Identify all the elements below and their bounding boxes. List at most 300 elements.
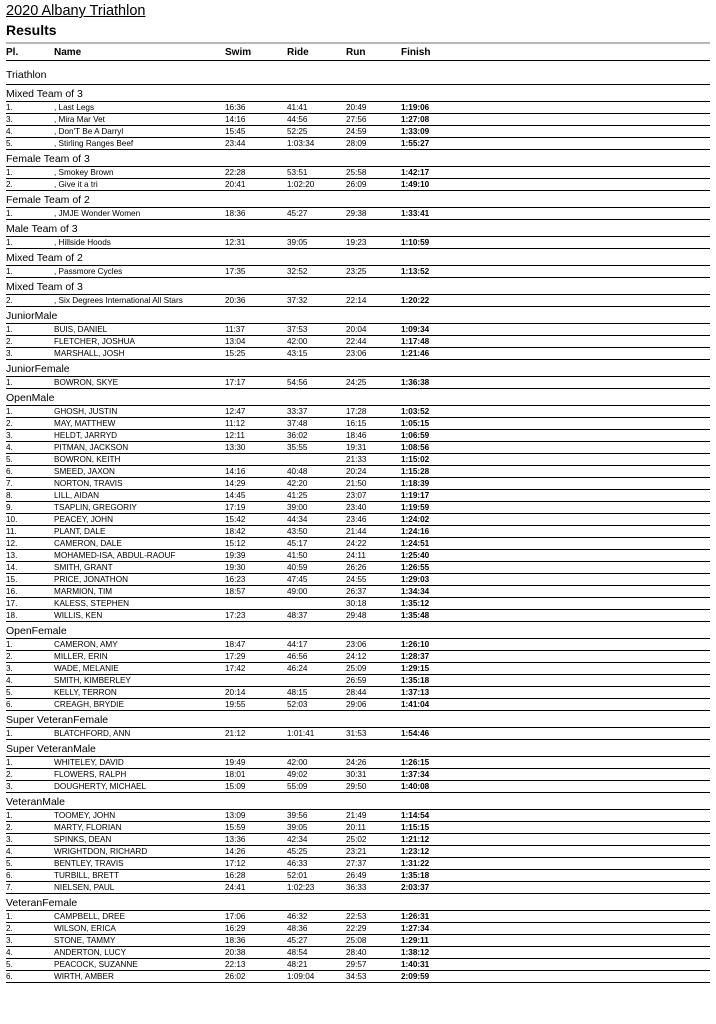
table-row xyxy=(6,138,710,150)
cell-finish: 1:18:39 xyxy=(401,479,430,488)
cell-swim: 15:09 xyxy=(225,782,246,791)
table-row xyxy=(6,466,710,478)
cell-swim: 17:29 xyxy=(225,652,246,661)
category-section xyxy=(6,252,710,278)
cell-name: MOHAMED-ISA, ABDUL-RAOUF xyxy=(54,551,176,560)
cell-swim: 23:44 xyxy=(225,139,246,148)
cell-ride: 37:48 xyxy=(287,419,308,428)
cell-name: CAMPBELL, DREE xyxy=(54,912,125,921)
cell-name: BOWRON, SKYE xyxy=(54,378,119,387)
cell-place: 2. xyxy=(6,652,13,661)
table-row xyxy=(6,757,710,769)
cell-ride: 46:56 xyxy=(287,652,308,661)
table-row xyxy=(6,882,710,894)
cell-name: MARMION, TIM xyxy=(54,587,113,596)
category-heading: VeteranMale xyxy=(6,796,65,808)
cell-run: 29:48 xyxy=(346,611,367,620)
cell-name: , Give it a tri xyxy=(54,180,98,189)
cell-place: 2. xyxy=(6,770,13,779)
cell-run: 23:40 xyxy=(346,503,367,512)
cell-place: 6. xyxy=(6,871,13,880)
table-row xyxy=(6,126,710,138)
cell-run: 23:07 xyxy=(346,491,367,500)
cell-run: 20:49 xyxy=(346,103,367,112)
cell-place: 1. xyxy=(6,729,13,738)
results-document xyxy=(6,0,710,983)
table-row xyxy=(6,324,710,336)
table-row xyxy=(6,935,710,947)
cell-ride: 41:41 xyxy=(287,103,308,112)
cell-name: SPINKS, DEAN xyxy=(54,835,112,844)
category-heading: Female Team of 3 xyxy=(6,153,90,165)
cell-ride: 49:02 xyxy=(287,770,308,779)
cell-swim: 15:42 xyxy=(225,515,246,524)
category-section xyxy=(6,88,710,150)
cell-swim: 14:16 xyxy=(225,467,246,476)
cell-name: NIELSEN, PAUL xyxy=(54,883,115,892)
cell-name: BENTLEY, TRAVIS xyxy=(54,859,124,868)
cell-swim: 20:14 xyxy=(225,688,246,697)
cell-swim: 18:36 xyxy=(225,209,246,218)
table-row xyxy=(6,858,710,870)
cell-run: 34:53 xyxy=(346,972,367,981)
cell-place: 3. xyxy=(6,835,13,844)
cell-run: 24:59 xyxy=(346,127,367,136)
cell-run: 26:49 xyxy=(346,871,367,880)
cell-place: 14. xyxy=(6,563,18,572)
cell-run: 29:38 xyxy=(346,209,367,218)
cell-finish: 1:09:34 xyxy=(401,325,430,334)
cell-finish: 1:35:18 xyxy=(401,676,430,685)
cell-finish: 1:15:28 xyxy=(401,467,430,476)
cell-place: 1. xyxy=(6,209,13,218)
cell-place: 2. xyxy=(6,296,13,305)
cell-swim: 14:29 xyxy=(225,479,246,488)
cell-finish: 1:15:15 xyxy=(401,823,430,832)
table-row xyxy=(6,102,710,114)
cell-name: MARTY, FLORIAN xyxy=(54,823,122,832)
cell-name: FLOWERS, RALPH xyxy=(54,770,127,779)
cell-place: 1. xyxy=(6,267,13,276)
cell-name: CAMERON, DALE xyxy=(54,539,122,548)
table-row xyxy=(6,663,710,675)
table-row xyxy=(6,167,710,179)
cell-run: 18:46 xyxy=(346,431,367,440)
cell-run: 30:31 xyxy=(346,770,367,779)
cell-run: 25:58 xyxy=(346,168,367,177)
cell-name: , Hillside Hoods xyxy=(54,238,111,247)
race-divider xyxy=(6,84,710,85)
cell-finish: 1:27:08 xyxy=(401,115,430,124)
cell-run: 25:09 xyxy=(346,664,367,673)
cell-place: 1. xyxy=(6,103,13,112)
table-row xyxy=(6,550,710,562)
table-row xyxy=(6,179,710,191)
cell-finish: 1:49:10 xyxy=(401,180,430,189)
cell-run: 20:11 xyxy=(346,823,366,832)
cell-finish: 1:15:02 xyxy=(401,455,430,464)
cell-swim: 16:29 xyxy=(225,924,246,933)
category-heading: Female Team of 2 xyxy=(6,194,90,206)
category-section xyxy=(6,281,710,307)
cell-name: LILL, AIDAN xyxy=(54,491,100,500)
cell-run: 22:44 xyxy=(346,337,367,346)
cell-name: KALESS, STEPHEN xyxy=(54,599,130,608)
table-row xyxy=(6,574,710,586)
table-row xyxy=(6,610,710,622)
cell-finish: 1:26:10 xyxy=(401,640,430,649)
table-row xyxy=(6,208,710,220)
cell-run: 30:18 xyxy=(346,599,367,608)
cell-finish: 1:33:41 xyxy=(401,209,430,218)
cell-place: 5. xyxy=(6,139,13,148)
cell-swim: 13:04 xyxy=(225,337,246,346)
table-row xyxy=(6,348,710,360)
cell-place: 1. xyxy=(6,912,13,921)
cell-run: 22:29 xyxy=(346,924,367,933)
cell-ride: 52:01 xyxy=(287,871,308,880)
cell-name: TSAPLIN, GREGORIY xyxy=(54,503,137,512)
cell-place: 6. xyxy=(6,467,13,476)
cell-name: WIRTH, AMBER xyxy=(54,972,114,981)
cell-name: TOOMEY, JOHN xyxy=(54,811,116,820)
cell-place: 1. xyxy=(6,168,13,177)
cell-name: WILSON, ERICA xyxy=(54,924,116,933)
cell-name: , Six Degrees International All Stars xyxy=(54,296,183,305)
cell-name: , Passmore Cycles xyxy=(54,267,123,276)
cell-ride: 44:56 xyxy=(287,115,308,124)
cell-swim: 15:59 xyxy=(225,823,246,832)
cell-finish: 1:36:38 xyxy=(401,378,430,387)
cell-finish: 1:27:34 xyxy=(401,924,430,933)
cell-name: , Stirling Ranges Beef xyxy=(54,139,134,148)
cell-place: 6. xyxy=(6,700,13,709)
table-row xyxy=(6,769,710,781)
cell-ride: 48:15 xyxy=(287,688,308,697)
cell-swim: 14:16 xyxy=(225,115,246,124)
cell-swim: 12:47 xyxy=(225,407,246,416)
cell-ride: 46:24 xyxy=(287,664,308,673)
cell-swim: 17:35 xyxy=(225,267,246,276)
cell-finish: 1:05:15 xyxy=(401,419,430,428)
cell-swim: 17:12 xyxy=(225,859,246,868)
cell-place: 1. xyxy=(6,758,13,767)
col-header-run: Run xyxy=(346,47,366,58)
cell-finish: 1:29:11 xyxy=(401,936,429,945)
cell-run: 24:22 xyxy=(346,539,367,548)
cell-ride: 37:32 xyxy=(287,296,308,305)
table-row xyxy=(6,728,710,740)
cell-run: 26:09 xyxy=(346,180,367,189)
category-heading: JuniorFemale xyxy=(6,363,70,375)
cell-run: 23:25 xyxy=(346,267,367,276)
cell-finish: 1:14:54 xyxy=(401,811,430,820)
cell-finish: 1:37:34 xyxy=(401,770,430,779)
cell-place: 5. xyxy=(6,960,13,969)
cell-finish: 1:42:17 xyxy=(401,168,430,177)
cell-name: , Smokey Brown xyxy=(54,168,114,177)
table-row xyxy=(6,675,710,687)
cell-ride: 52:25 xyxy=(287,127,308,136)
cell-run: 23:21 xyxy=(346,847,367,856)
category-section xyxy=(6,714,710,740)
cell-run: 25:08 xyxy=(346,936,367,945)
cell-run: 16:15 xyxy=(346,419,367,428)
cell-swim: 17:06 xyxy=(225,912,246,921)
cell-name: , JMJE Wonder Women xyxy=(54,209,141,218)
cell-finish: 1:17:48 xyxy=(401,337,430,346)
cell-finish: 1:03:52 xyxy=(401,407,430,416)
cell-place: 3. xyxy=(6,115,13,124)
column-header-row xyxy=(6,46,710,60)
cell-place: 4. xyxy=(6,676,13,685)
cell-finish: 1:31:22 xyxy=(401,859,430,868)
cell-finish: 1:55:27 xyxy=(401,139,430,148)
cell-finish: 1:29:03 xyxy=(401,575,430,584)
cell-run: 29:57 xyxy=(346,960,367,969)
cell-run: 19:23 xyxy=(346,238,367,247)
cell-place: 6. xyxy=(6,972,13,981)
title-divider xyxy=(6,42,710,44)
cell-place: 7. xyxy=(6,883,13,892)
cell-ride: 49:00 xyxy=(287,587,308,596)
cell-swim: 14:45 xyxy=(225,491,246,500)
cell-ride: 55:09 xyxy=(287,782,308,791)
cell-run: 21:49 xyxy=(346,811,367,820)
category-heading: Super VeteranFemale xyxy=(6,714,109,726)
cell-name: PEACOCK, SUZANNE xyxy=(54,960,138,969)
cell-place: 5. xyxy=(6,688,13,697)
cell-place: 4. xyxy=(6,443,13,452)
cell-finish: 1:40:31 xyxy=(401,960,430,969)
cell-run: 23:06 xyxy=(346,640,367,649)
cell-name: BLATCHFORD, ANN xyxy=(54,729,131,738)
cell-swim: 18:47 xyxy=(225,640,246,649)
cell-place: 13. xyxy=(6,551,18,560)
cell-run: 22:53 xyxy=(346,912,367,921)
category-heading: Male Team of 3 xyxy=(6,223,78,235)
cell-finish: 1:38:12 xyxy=(401,948,430,957)
cell-place: 1. xyxy=(6,407,13,416)
cell-swim: 26:02 xyxy=(225,972,246,981)
cell-ride: 48:36 xyxy=(287,924,308,933)
table-row xyxy=(6,699,710,711)
table-row xyxy=(6,781,710,793)
cell-ride: 36:02 xyxy=(287,431,308,440)
cell-swim: 18:36 xyxy=(225,936,246,945)
cell-run: 24:26 xyxy=(346,758,367,767)
category-section xyxy=(6,743,710,793)
cell-run: 28:09 xyxy=(346,139,367,148)
category-heading: Mixed Team of 3 xyxy=(6,281,83,293)
cell-run: 23:46 xyxy=(346,515,367,524)
cell-place: 2. xyxy=(6,337,13,346)
category-section xyxy=(6,625,710,711)
table-row xyxy=(6,810,710,822)
table-row xyxy=(6,971,710,983)
table-row xyxy=(6,538,710,550)
cell-swim: 20:38 xyxy=(225,948,246,957)
cell-ride: 54:56 xyxy=(287,378,308,387)
cell-place: 1. xyxy=(6,238,13,247)
cell-name: CAMERON, AMY xyxy=(54,640,118,649)
cell-ride: 52:03 xyxy=(287,700,308,709)
cell-name: DOUGHERTY, MICHAEL xyxy=(54,782,147,791)
cell-run: 24:55 xyxy=(346,575,367,584)
cell-finish: 2:03:37 xyxy=(401,883,430,892)
category-heading: Mixed Team of 2 xyxy=(6,252,83,264)
cell-ride: 42:34 xyxy=(287,835,308,844)
category-heading: VeteranFemale xyxy=(6,897,78,909)
cell-swim: 24:41 xyxy=(225,883,246,892)
cell-finish: 1:24:51 xyxy=(401,539,430,548)
cell-finish: 1:26:15 xyxy=(401,758,430,767)
cell-finish: 1:35:48 xyxy=(401,611,430,620)
cell-finish: 1:29:15 xyxy=(401,664,430,673)
cell-swim: 15:25 xyxy=(225,349,246,358)
table-row xyxy=(6,442,710,454)
cell-name: FLETCHER, JOSHUA xyxy=(54,337,135,346)
table-row xyxy=(6,237,710,249)
col-header-name: Name xyxy=(54,47,82,58)
cell-run: 21:33 xyxy=(346,455,367,464)
cell-run: 25:02 xyxy=(346,835,367,844)
cell-swim: 11:37 xyxy=(225,325,245,334)
cell-finish: 1:54:46 xyxy=(401,729,430,738)
cell-run: 23:06 xyxy=(346,349,367,358)
cell-place: 7. xyxy=(6,479,13,488)
categories-container xyxy=(6,88,710,983)
cell-name: WRIGHTDON, RICHARD xyxy=(54,847,148,856)
cell-place: 8. xyxy=(6,491,13,500)
table-row xyxy=(6,295,710,307)
cell-ride: 45:25 xyxy=(287,847,308,856)
cell-name: BOWRON, KEITH xyxy=(54,455,121,464)
cell-ride: 33:37 xyxy=(287,407,308,416)
cell-swim: 13:36 xyxy=(225,835,246,844)
cell-place: 3. xyxy=(6,431,13,440)
cell-name: , Last Legs xyxy=(54,103,95,112)
cell-swim: 13:30 xyxy=(225,443,246,452)
cell-place: 1. xyxy=(6,811,13,820)
cell-swim: 15:12 xyxy=(225,539,246,548)
cell-name: SMITH, KIMBERLEY xyxy=(54,676,131,685)
cell-finish: 1:21:46 xyxy=(401,349,430,358)
cell-place: 11. xyxy=(6,527,17,536)
cell-name: WADE, MELANIE xyxy=(54,664,119,673)
cell-place: 10. xyxy=(6,515,18,524)
page-subtitle: Results xyxy=(6,22,57,38)
cell-ride: 48:37 xyxy=(287,611,308,620)
cell-finish: 1:20:22 xyxy=(401,296,430,305)
cell-place: 15. xyxy=(6,575,18,584)
table-row xyxy=(6,834,710,846)
cell-finish: 2:09:59 xyxy=(401,972,430,981)
cell-ride: 35:55 xyxy=(287,443,308,452)
table-row xyxy=(6,430,710,442)
cell-ride: 45:27 xyxy=(287,209,308,218)
cell-ride: 53:51 xyxy=(287,168,308,177)
cell-name: PITMAN, JACKSON xyxy=(54,443,129,452)
cell-run: 29:06 xyxy=(346,700,367,709)
cell-name: PLANT, DALE xyxy=(54,527,106,536)
cell-name: SMEED, JAXON xyxy=(54,467,115,476)
cell-ride: 1:02:20 xyxy=(287,180,315,189)
cell-ride: 1:09:04 xyxy=(287,972,315,981)
cell-place: 3. xyxy=(6,936,13,945)
cell-ride: 48:21 xyxy=(287,960,308,969)
cell-finish: 1:24:02 xyxy=(401,515,430,524)
cell-finish: 1:23:12 xyxy=(401,847,430,856)
cell-run: 31:53 xyxy=(346,729,367,738)
cell-ride: 44:17 xyxy=(287,640,308,649)
category-heading: Mixed Team of 3 xyxy=(6,88,83,100)
cell-run: 21:50 xyxy=(346,479,367,488)
category-heading: JuniorMale xyxy=(6,310,58,322)
category-section xyxy=(6,194,710,220)
cell-swim: 13:09 xyxy=(225,811,246,820)
table-row xyxy=(6,959,710,971)
cell-ride: 39:05 xyxy=(287,823,308,832)
cell-place: 3. xyxy=(6,782,13,791)
cell-ride: 43:50 xyxy=(287,527,308,536)
cell-ride: 1:01:41 xyxy=(287,729,315,738)
cell-run: 29:50 xyxy=(346,782,367,791)
cell-finish: 1:26:55 xyxy=(401,563,430,572)
cell-run: 17:28 xyxy=(346,407,367,416)
cell-ride: 48:54 xyxy=(287,948,308,957)
cell-place: 1. xyxy=(6,325,13,334)
cell-swim: 16:23 xyxy=(225,575,246,584)
cell-swim: 12:31 xyxy=(225,238,246,247)
cell-ride: 37:53 xyxy=(287,325,308,334)
table-row xyxy=(6,947,710,959)
cell-finish: 1:25:40 xyxy=(401,551,430,560)
cell-run: 22:14 xyxy=(346,296,367,305)
cell-run: 24:12 xyxy=(346,652,367,661)
cell-finish: 1:34:34 xyxy=(401,587,430,596)
table-row xyxy=(6,526,710,538)
cell-name: , Don'T Be A Darryl xyxy=(54,127,124,136)
category-section xyxy=(6,363,710,389)
page-title: 2020 Albany Triathlon xyxy=(6,3,146,19)
cell-ride: 42:00 xyxy=(287,337,308,346)
cell-finish: 1:40:08 xyxy=(401,782,430,791)
table-row xyxy=(6,651,710,663)
cell-swim: 19:39 xyxy=(225,551,246,560)
cell-ride: 1:03:34 xyxy=(287,139,315,148)
cell-place: 18. xyxy=(6,611,18,620)
cell-ride: 44:34 xyxy=(287,515,308,524)
table-row xyxy=(6,514,710,526)
cell-run: 27:37 xyxy=(346,859,367,868)
cell-place: 2. xyxy=(6,924,13,933)
cell-name: , Mira Mar Vet xyxy=(54,115,105,124)
cell-run: 28:44 xyxy=(346,688,367,697)
cell-ride: 1:02:23 xyxy=(287,883,315,892)
cell-swim: 14:26 xyxy=(225,847,246,856)
cell-place: 12. xyxy=(6,539,18,548)
cell-run: 21:44 xyxy=(346,527,367,536)
cell-swim: 18:01 xyxy=(225,770,246,779)
cell-ride: 39:56 xyxy=(287,811,308,820)
cell-run: 20:24 xyxy=(346,467,367,476)
cell-run: 26:37 xyxy=(346,587,367,596)
table-row xyxy=(6,562,710,574)
cell-swim: 17:19 xyxy=(225,503,246,512)
cell-finish: 1:06:59 xyxy=(401,431,430,440)
table-row xyxy=(6,454,710,466)
